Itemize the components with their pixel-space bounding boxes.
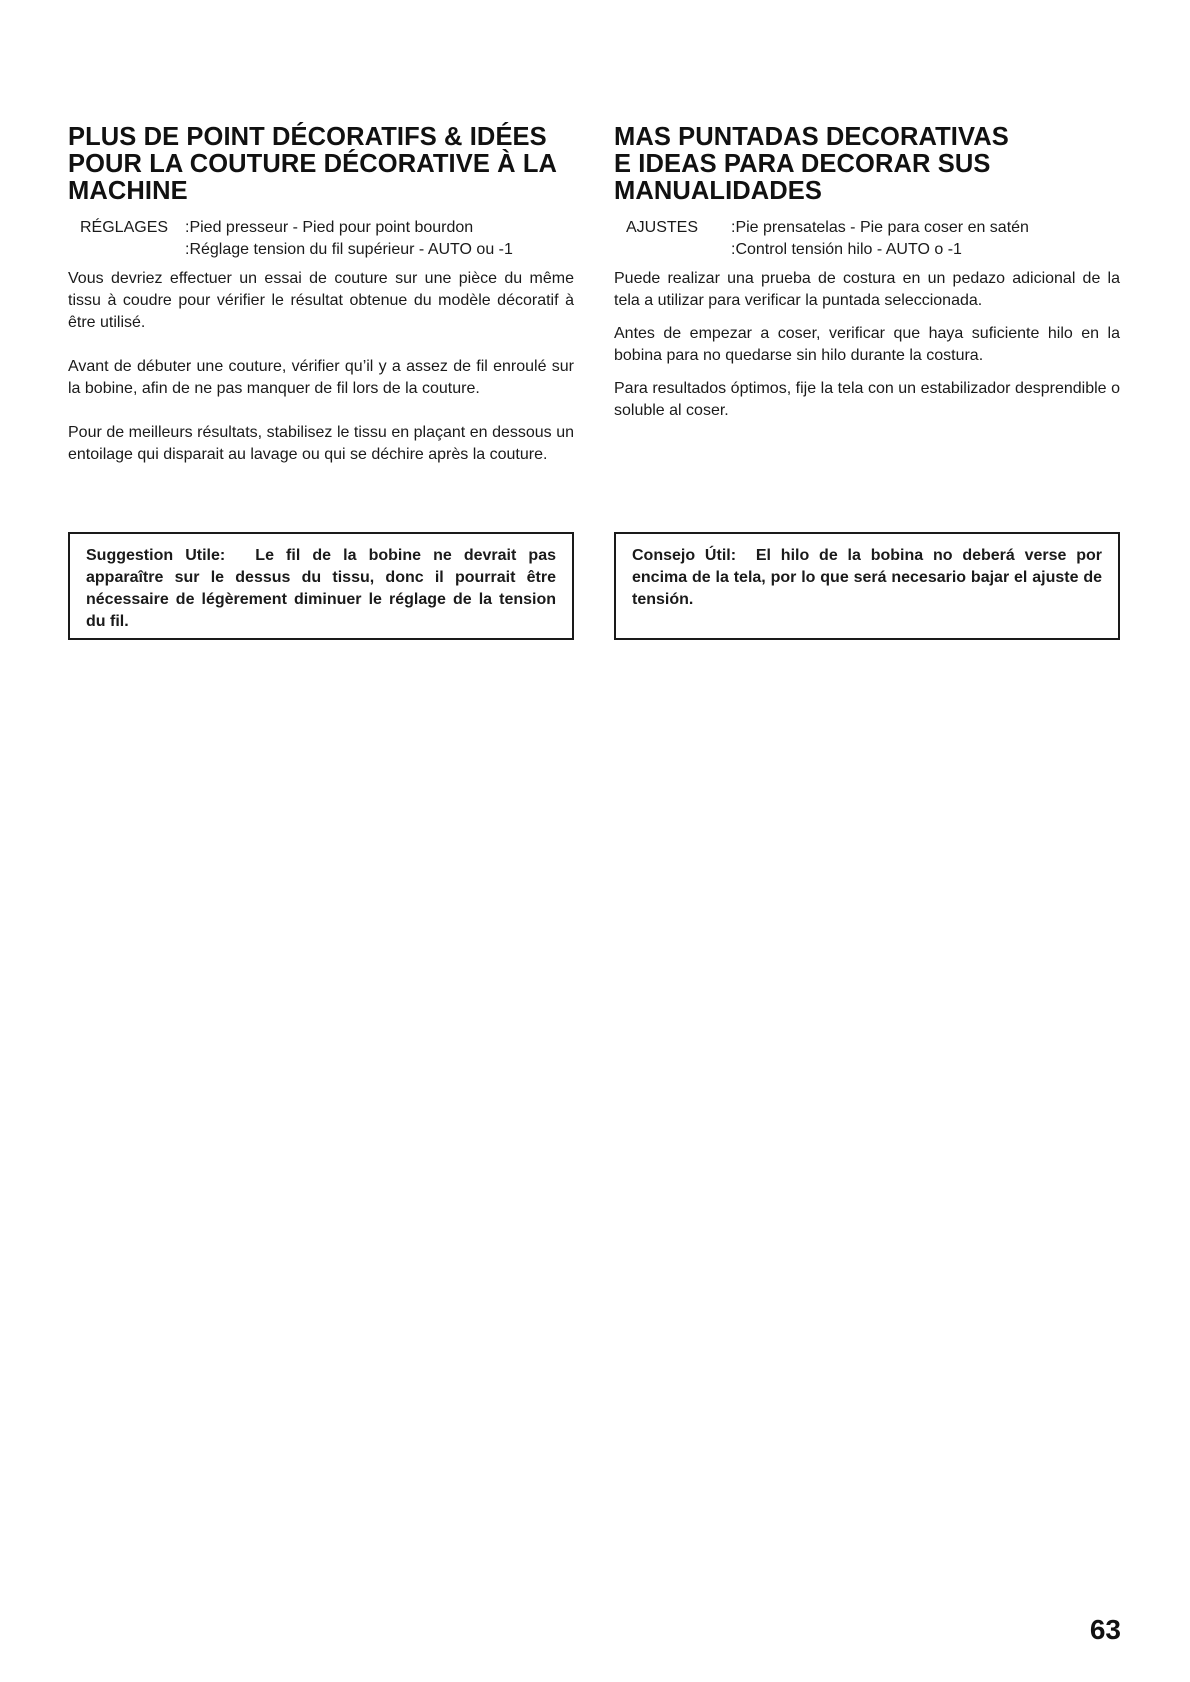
french-column — [68, 124, 574, 466]
french-setting-thread-tension: :Réglage tension du fil supérieur - AUTO ou -1 — [185, 241, 513, 258]
spanish-paragraph: Antes de empezar a coser, verificar que haya suficiente hilo en la bobina para no quedarse sin hilo durante la costura. — [614, 325, 1120, 364]
spanish-tip-heading: Consejo Útil: — [632, 547, 737, 564]
french-title-line: MACHINE — [68, 177, 188, 205]
page-number: 63 — [1089, 1614, 1121, 1645]
french-paragraph: Pour de meilleurs résultats, stabilisez le tissu en plaçant en dessous un entoilage qui disparait au lavage ou qui se déchire après la couture. — [68, 424, 574, 463]
french-title-line: PLUS DE POINT DÉCORATIFS & IDÉES — [68, 123, 547, 151]
spanish-section-title — [614, 124, 1120, 205]
french-tip-box — [68, 532, 574, 640]
french-setting-presser-foot: :Pied presseur - Pied pour point bourdon — [185, 219, 474, 236]
spanish-paragraph: Puede realizar una prueba de costura en un pedazo adicional de la tela a utilizar para verificar la puntada seleccionada. — [614, 270, 1120, 309]
french-paragraph: Vous devriez effectuer un essai de couture sur une pièce du même tissu à coudre pour vérifier le résultat obtenue du modèle décoratif à être utilisé. — [68, 270, 574, 331]
spanish-title-line: MAS PUNTADAS DECORATIVAS — [614, 123, 1009, 151]
french-title-line: POUR LA COUTURE DÉCORATIVE À LA — [68, 150, 558, 178]
french-settings — [68, 217, 574, 261]
french-paragraph: Avant de débuter une couture, vérifier qu’il y a assez de fil enroulé sur la bobine, afin de ne pas manquer de fil lors de la couture. — [68, 358, 574, 397]
spanish-column — [614, 124, 1120, 422]
spanish-paragraph: Para resultados óptimos, fije la tela con un estabilizador desprendible o soluble al coser. — [614, 380, 1120, 419]
french-tip-text: Le fil de la bobine ne devrait pas apparaître sur le dessus du tissu, donc il pourrait être nécessaire de légèrement diminuer le réglage de la tension du fil. — [86, 547, 556, 630]
spanish-tip-box — [614, 532, 1120, 640]
spanish-settings-label: AJUSTES — [626, 219, 699, 236]
spanish-setting-thread-tension: :Control tensión hilo - AUTO o -1 — [731, 241, 962, 258]
spanish-tip-text: El hilo de la bobina no deberá verse por encima de la tela, por lo que será necesario bajar el ajuste de tensión. — [632, 547, 1103, 608]
spanish-title-line: MANUALIDADES — [614, 177, 823, 205]
french-section-title — [68, 124, 574, 205]
french-settings-label: RÉGLAGES — [80, 219, 169, 236]
spanish-setting-presser-foot: :Pie prensatelas - Pie para coser en satén — [731, 219, 1029, 236]
spanish-title-line: E IDEAS PARA DECORAR SUS — [614, 150, 991, 178]
french-tip-heading: Suggestion Utile: — [86, 547, 226, 564]
spanish-settings — [614, 217, 1120, 261]
